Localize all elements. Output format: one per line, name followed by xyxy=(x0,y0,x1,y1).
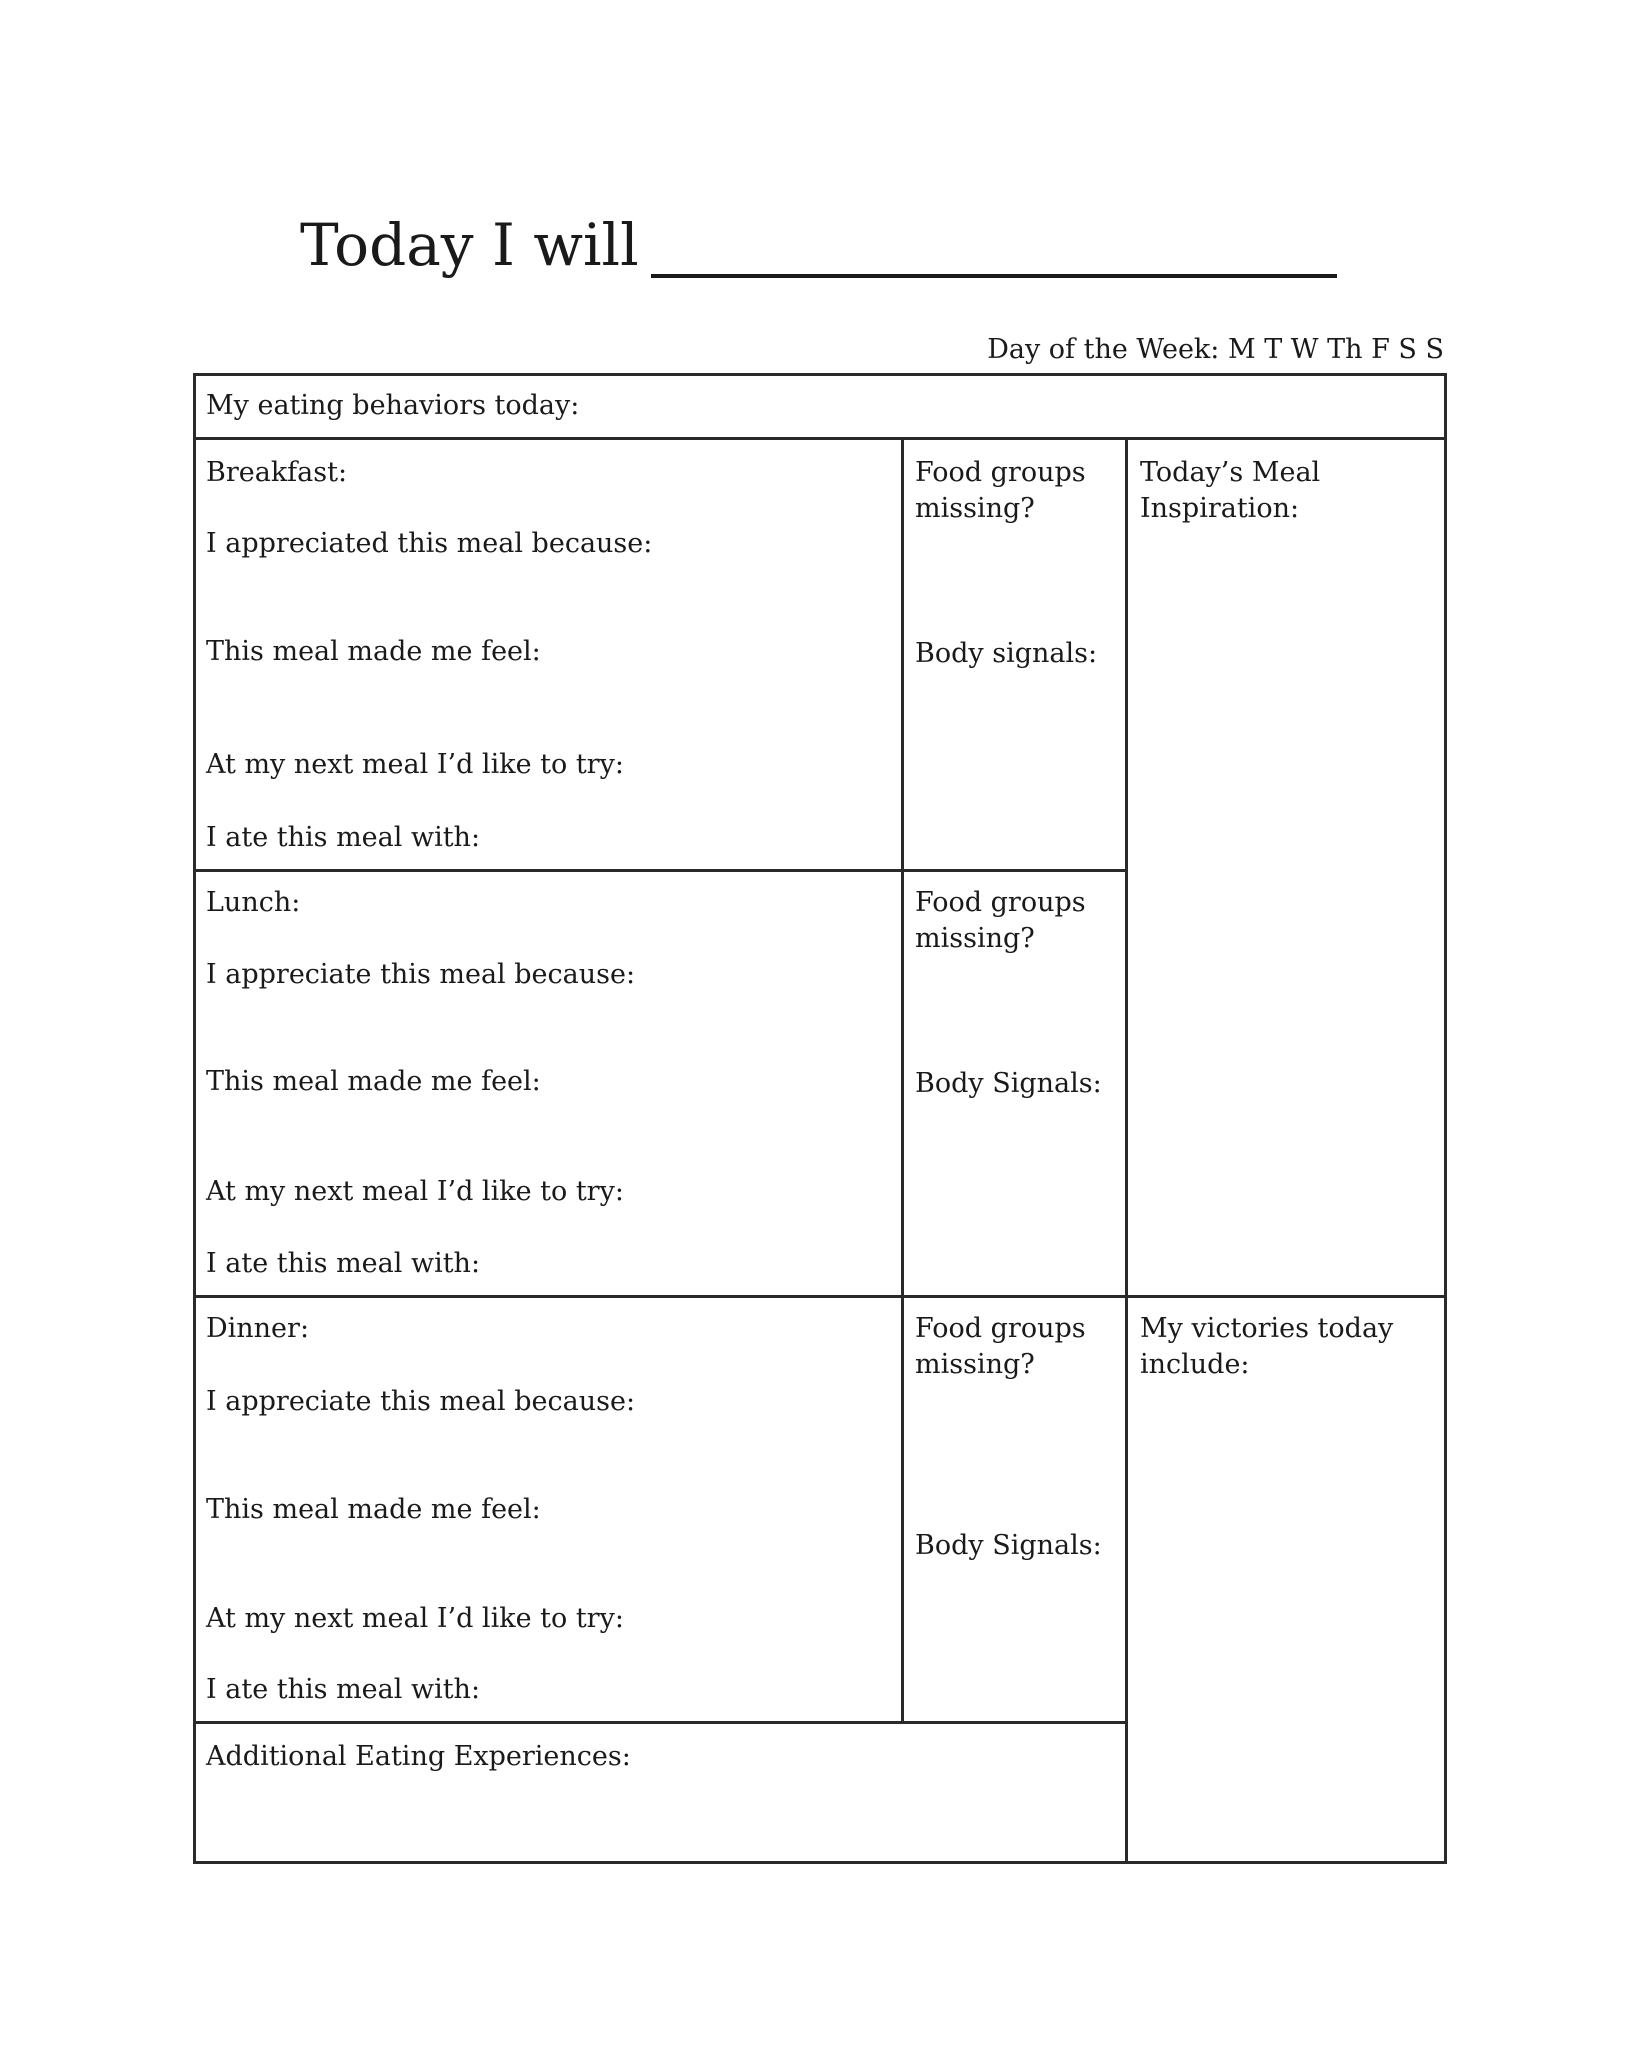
table-border-bottom xyxy=(193,1861,1447,1864)
breakfast-feel: This meal made me feel: xyxy=(206,636,541,667)
meal-inspiration-label: Inspiration: xyxy=(1140,493,1300,524)
lunch-food-groups: missing? xyxy=(915,923,1035,954)
breakfast-with: I ate this meal with: xyxy=(206,822,481,853)
lunch-label: Lunch: xyxy=(206,887,301,918)
table-divider xyxy=(193,437,1447,440)
table-divider xyxy=(1125,437,1128,1864)
lunch-food-groups: Food groups xyxy=(915,887,1086,918)
breakfast-next: At my next meal I’d like to try: xyxy=(206,749,624,780)
table-border-left xyxy=(193,373,196,1864)
table-divider xyxy=(193,1721,1127,1724)
dinner-food-groups: missing? xyxy=(915,1349,1035,1380)
breakfast-label: Breakfast: xyxy=(206,457,348,488)
breakfast-body-signals: Body signals: xyxy=(915,638,1098,669)
meal-inspiration-label: Today’s Meal xyxy=(1140,457,1321,488)
breakfast-food-groups: missing? xyxy=(915,493,1035,524)
victories-label: My victories today xyxy=(1140,1313,1394,1344)
lunch-with: I ate this meal with: xyxy=(206,1248,481,1279)
breakfast-appreciated: I appreciated this meal because: xyxy=(206,528,653,559)
dinner-food-groups: Food groups xyxy=(915,1313,1086,1344)
lunch-feel: This meal made me feel: xyxy=(206,1066,541,1097)
lunch-appreciated: I appreciate this meal because: xyxy=(206,959,636,990)
eating-behaviors-label: My eating behaviors today: xyxy=(206,390,580,421)
dinner-body-signals: Body Signals: xyxy=(915,1530,1102,1561)
table-border-top xyxy=(193,373,1447,376)
lunch-body-signals: Body Signals: xyxy=(915,1068,1102,1099)
table-divider xyxy=(901,437,904,1724)
table-border-right xyxy=(1444,373,1447,1864)
additional-experiences-label: Additional Eating Experiences: xyxy=(206,1741,631,1772)
page-title: Today I will xyxy=(300,211,639,279)
dinner-feel: This meal made me feel: xyxy=(206,1494,541,1525)
lunch-next: At my next meal I’d like to try: xyxy=(206,1176,624,1207)
dinner-appreciated: I appreciate this meal because: xyxy=(206,1386,636,1417)
dinner-label: Dinner: xyxy=(206,1313,310,1344)
dinner-with: I ate this meal with: xyxy=(206,1674,481,1705)
title-blank-line[interactable] xyxy=(651,274,1337,278)
breakfast-food-groups: Food groups xyxy=(915,457,1086,488)
table-divider xyxy=(193,869,1127,872)
victories-label: include: xyxy=(1140,1349,1250,1380)
day-of-week-selector[interactable]: Day of the Week: M T W Th F S S xyxy=(987,334,1444,365)
dinner-next: At my next meal I’d like to try: xyxy=(206,1603,624,1634)
table-divider xyxy=(193,1295,1447,1298)
